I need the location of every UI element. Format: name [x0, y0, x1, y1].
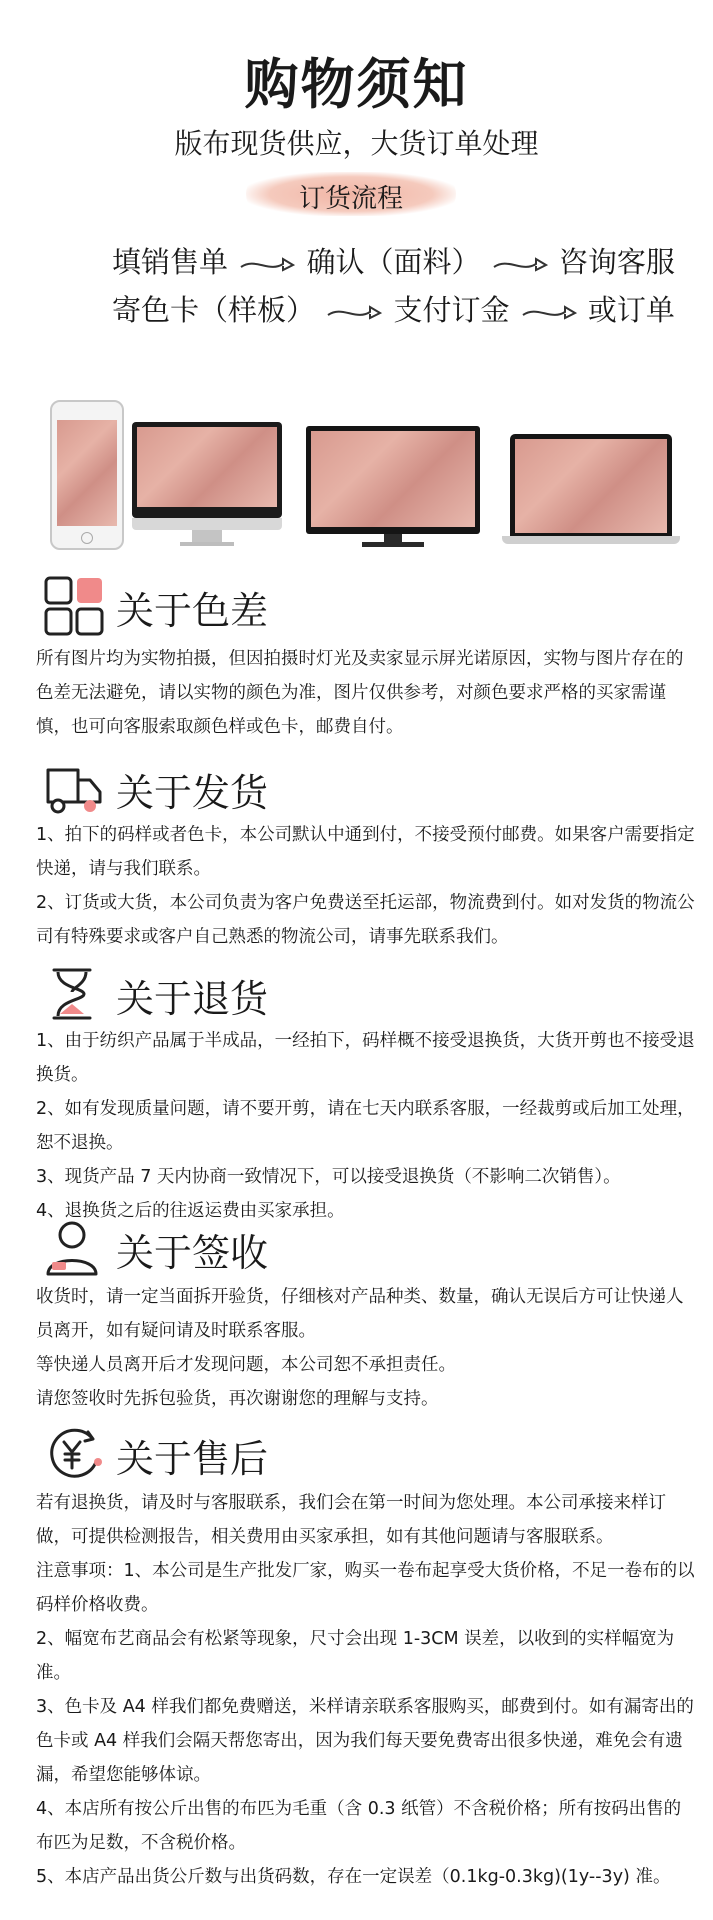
section-body-shipping: [36, 818, 696, 954]
flow-step: 填销售单: [112, 245, 229, 279]
paragraph: 收货时，请一定当面拆开验货，仔细核对产品种类、数量，确认无误后方可让快递人员离开，如有疑问请及时联系客服。: [36, 1287, 684, 1341]
flow-row-2: [112, 288, 675, 329]
paragraph: 请您签收时先拆包验货，再次谢谢您的理解与支持。: [36, 1389, 439, 1409]
paragraph: 4、本店所有按公斤出售的布匹为毛重（含 0.3 纸管）不含税价格；所有按码出售的布匹为足数，不含税价格。: [36, 1799, 682, 1853]
flow-label: 订货流程: [298, 184, 403, 214]
hourglass-icon: [44, 964, 104, 1024]
arrow-right-icon: [492, 255, 548, 273]
section-body-color: [36, 642, 696, 744]
truck-icon: [44, 758, 104, 818]
flow-step: 支付订金: [393, 293, 510, 327]
paragraph: 1、由于纺织产品属于半成品，一经拍下，码样概不接受退换货，大货开剪也不接受退换货。: [36, 1031, 695, 1085]
section-body-receipt: [36, 1280, 696, 1416]
flow-row-1: [112, 240, 675, 281]
paragraph: 注意事项：1、本公司是生产批发厂家，购买一卷布起享受大货价格，不足一卷布的以码样价格收费。: [36, 1561, 695, 1615]
flow-label-badge: [246, 172, 456, 216]
flow-step: 或订单: [587, 293, 675, 327]
devices-preview-image: [50, 400, 680, 550]
user-card-icon: [44, 1218, 104, 1278]
arrow-right-icon: [239, 255, 295, 273]
paragraph: 5、本店产品出货公斤数与出货码数，存在一定误差（0.1kg-0.3kg)(1y--3y) 准。: [36, 1867, 671, 1887]
paragraph: 2、幅宽布艺商品会有松紧等现象，尺寸会出现 1-3CM 误差，以收到的实样幅宽为准。: [36, 1629, 675, 1683]
page-subtitle: 版布现货供应，大货订单处理: [174, 127, 539, 160]
paragraph: 1、拍下的码样或者色卡，本公司默认中通到付，不接受预付邮费。如果客户需要指定快递，请与我们联系。: [36, 825, 695, 879]
paragraph: 3、现货产品 7 天内协商一致情况下，可以接受退换货（不影响二次销售）。: [36, 1167, 621, 1187]
arrow-right-icon: [521, 303, 577, 321]
color-grid-icon: [44, 576, 104, 636]
laptop-device: [502, 434, 680, 550]
section-body-aftersales: [36, 1486, 696, 1894]
section-body-returns: [36, 1024, 696, 1228]
flow-step: 确认（面料）: [306, 245, 481, 279]
desktop-monitor-device: [132, 422, 284, 550]
section-title: 关于退货: [116, 977, 269, 1021]
flow-step: 咨询客服: [558, 245, 675, 279]
yen-refresh-icon: [44, 1424, 104, 1484]
paragraph: 等快递人员离开后才发现问题，本公司恕不承担责任。: [36, 1355, 456, 1375]
section-title: 关于色差: [116, 589, 269, 633]
page-title: 购物须知: [244, 53, 469, 116]
paragraph: 4、退换货之后的往返运费由买家承担。: [36, 1201, 345, 1221]
paragraph: 3、色卡及 A4 样我们都免费赠送，米样请亲联系客服购买，邮费到付。如有漏寄出的色卡或 A4 样我们会隔天帮您寄出，因为我们每天要免费寄出很多快递，难免会有遗漏，希望您能够体谅。: [36, 1697, 694, 1785]
section-title: 关于签收: [116, 1231, 269, 1275]
section-title: 关于发货: [116, 771, 269, 815]
flow-step: 寄色卡（样板）: [112, 293, 316, 327]
arrow-right-icon: [326, 303, 382, 321]
paragraph: 2、如有发现质量问题，请不要开剪，请在七天内联系客服，一经裁剪或后加工处理，恕不退换。: [36, 1099, 695, 1153]
section-title: 关于售后: [116, 1437, 269, 1481]
phone-device: [50, 400, 124, 550]
paragraph: 2、订货或大货，本公司负责为客户免费送至托运部，物流费到付。如对发货的物流公司有特殊要求或客户自己熟悉的物流公司，请事先联系我们。: [36, 893, 695, 947]
paragraph: 所有图片均为实物拍摄，但因拍摄时灯光及卖家显示屏光诺原因，实物与图片存在的色差无法避免，请以实物的颜色为准，图片仅供参考，对颜色要求严格的买家需谨慎，也可向客服索取颜色样或色卡，邮费自付。: [36, 649, 684, 737]
monitor-device: [306, 426, 482, 550]
paragraph: 若有退换货，请及时与客服联系，我们会在第一时间为您处理。本公司承接来样订做，可提供检测报告，相关费用由买家承担，如有其他问题请与客服联系。: [36, 1493, 666, 1547]
